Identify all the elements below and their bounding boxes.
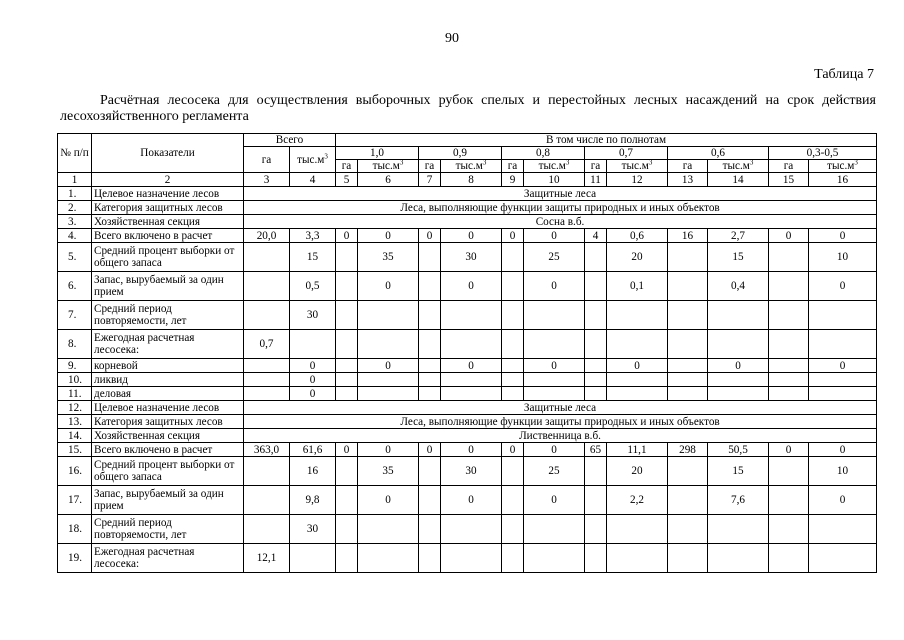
row-label: Средний процент выборки от общего запаса bbox=[92, 243, 244, 272]
table-cell: 0 bbox=[809, 229, 877, 243]
table-cell bbox=[358, 515, 419, 544]
table-cell bbox=[244, 301, 290, 330]
table-cell bbox=[419, 387, 441, 401]
table-cell bbox=[336, 272, 358, 301]
table-cell: 0 bbox=[441, 359, 502, 373]
table-cell bbox=[668, 359, 708, 373]
table-cell: 25 bbox=[524, 243, 585, 272]
table-row bbox=[58, 415, 877, 429]
table-cell bbox=[607, 330, 668, 359]
table-row bbox=[58, 301, 877, 330]
table-cell bbox=[336, 387, 358, 401]
row-label: корневой bbox=[92, 359, 244, 373]
table-cell bbox=[524, 301, 585, 330]
row-number: 11. bbox=[58, 387, 92, 401]
table-cell: 20 bbox=[607, 243, 668, 272]
table-cell: 0 bbox=[290, 387, 336, 401]
header-unit-ha: га bbox=[769, 160, 809, 173]
table-cell: 0 bbox=[441, 486, 502, 515]
table-cell bbox=[419, 486, 441, 515]
header-density: 0,6 bbox=[668, 147, 769, 160]
table-cell bbox=[441, 301, 502, 330]
table-cell bbox=[358, 330, 419, 359]
table-cell: 0 bbox=[809, 272, 877, 301]
table-row bbox=[58, 187, 877, 201]
table-cell bbox=[336, 544, 358, 573]
header-density: 1,0 bbox=[336, 147, 419, 160]
table-cell bbox=[708, 387, 769, 401]
row-number: 3. bbox=[58, 215, 92, 229]
table-cell bbox=[419, 457, 441, 486]
table-cell bbox=[607, 373, 668, 387]
column-number: 3 bbox=[244, 173, 290, 187]
table-cell: 10 bbox=[809, 457, 877, 486]
table-cell: 35 bbox=[358, 243, 419, 272]
table-row bbox=[58, 243, 877, 272]
table-cell: 0 bbox=[290, 373, 336, 387]
table-cell bbox=[668, 515, 708, 544]
table-cell: 0 bbox=[358, 359, 419, 373]
table-cell: 61,6 bbox=[290, 443, 336, 457]
table-cell: 0 bbox=[524, 272, 585, 301]
table-cell bbox=[769, 544, 809, 573]
table-cell bbox=[809, 330, 877, 359]
table-row bbox=[58, 272, 877, 301]
table-cell bbox=[502, 330, 524, 359]
table-cell bbox=[524, 515, 585, 544]
table-cell bbox=[358, 544, 419, 573]
table-cell: 0 bbox=[708, 359, 769, 373]
table-cell: 0,4 bbox=[708, 272, 769, 301]
table-cell bbox=[607, 544, 668, 573]
table-cell: 25 bbox=[524, 457, 585, 486]
table-cell: 0 bbox=[290, 359, 336, 373]
table-cell: 16 bbox=[668, 229, 708, 243]
table-cell bbox=[524, 387, 585, 401]
column-number: 10 bbox=[524, 173, 585, 187]
header-unit-thous: $тыс.м^3$ bbox=[358, 160, 419, 173]
row-label: Целевое назначение лесов bbox=[92, 187, 244, 201]
table-cell: 20,0 bbox=[244, 229, 290, 243]
column-number: 8 bbox=[441, 173, 502, 187]
table-cell bbox=[708, 544, 769, 573]
table-cell: 0 bbox=[336, 443, 358, 457]
header-density: 0,3-0,5 bbox=[769, 147, 877, 160]
table-row bbox=[58, 359, 877, 373]
table-cell bbox=[668, 387, 708, 401]
table-cell: 30 bbox=[290, 301, 336, 330]
table-cell bbox=[769, 387, 809, 401]
column-number: 6 bbox=[358, 173, 419, 187]
table-cell: 35 bbox=[358, 457, 419, 486]
table-cell bbox=[419, 243, 441, 272]
table-cell bbox=[668, 330, 708, 359]
row-label: ликвид bbox=[92, 373, 244, 387]
table-cell bbox=[419, 373, 441, 387]
table-cell: 0,6 bbox=[607, 229, 668, 243]
row-span-value: Лиственница в.б. bbox=[244, 429, 877, 443]
row-label: Запас, вырубаемый за один прием bbox=[92, 272, 244, 301]
column-number-row bbox=[58, 173, 877, 187]
table-cell bbox=[524, 373, 585, 387]
row-label: Средний период повторяемости, лет bbox=[92, 515, 244, 544]
table-cell bbox=[502, 457, 524, 486]
row-number: 15. bbox=[58, 443, 92, 457]
row-span-value: Леса, выполняющие функции защиты природных и иных объектов bbox=[244, 201, 877, 215]
table-cell: 0 bbox=[358, 443, 419, 457]
table-cell: 0 bbox=[524, 229, 585, 243]
row-label: деловая bbox=[92, 387, 244, 401]
table-cell: 30 bbox=[441, 243, 502, 272]
row-label: Всего включено в расчет bbox=[92, 229, 244, 243]
table-cell bbox=[708, 301, 769, 330]
table-cell bbox=[244, 373, 290, 387]
column-number: 11 bbox=[585, 173, 607, 187]
table-cell: 0 bbox=[809, 359, 877, 373]
table-row bbox=[58, 229, 877, 243]
table-cell: 0 bbox=[441, 272, 502, 301]
table-cell bbox=[668, 272, 708, 301]
row-label: Ежегодная расчетная лесосека: bbox=[92, 330, 244, 359]
table-cell bbox=[809, 544, 877, 573]
column-number: 9 bbox=[502, 173, 524, 187]
column-number: 4 bbox=[290, 173, 336, 187]
header-total: Всего bbox=[244, 134, 336, 147]
header-unit-ha: га bbox=[502, 160, 524, 173]
header-row-1 bbox=[58, 134, 877, 147]
header-indicator: Показатели bbox=[92, 134, 244, 173]
table-cell: 0 bbox=[358, 486, 419, 515]
table-cell: 16 bbox=[290, 457, 336, 486]
row-label: Ежегодная расчетная лесосека: bbox=[92, 544, 244, 573]
row-span-value: Защитные леса bbox=[244, 187, 877, 201]
table-row bbox=[58, 544, 877, 573]
table-cell bbox=[585, 387, 607, 401]
table-cell bbox=[668, 457, 708, 486]
column-number: 12 bbox=[607, 173, 668, 187]
table-cell: 12,1 bbox=[244, 544, 290, 573]
table-row bbox=[58, 401, 877, 415]
table-row bbox=[58, 443, 877, 457]
column-number: 1 bbox=[58, 173, 92, 187]
table-row bbox=[58, 215, 877, 229]
table-cell bbox=[607, 301, 668, 330]
row-label: Средний процент выборки от общего запаса bbox=[92, 457, 244, 486]
header-unit-ha: га bbox=[419, 160, 441, 173]
table-cell bbox=[502, 387, 524, 401]
table-cell bbox=[244, 243, 290, 272]
row-number: 5. bbox=[58, 243, 92, 272]
row-label: Запас, вырубаемый за один прием bbox=[92, 486, 244, 515]
row-number: 10. bbox=[58, 373, 92, 387]
table-cell: 0 bbox=[502, 443, 524, 457]
table-cell: 0 bbox=[502, 229, 524, 243]
header-total-thous: $тыс.м^3$ bbox=[290, 147, 336, 173]
table-cell bbox=[769, 301, 809, 330]
table-cell bbox=[607, 515, 668, 544]
table-cell bbox=[441, 515, 502, 544]
table-cell bbox=[668, 243, 708, 272]
header-including: В том числе по полнотам bbox=[336, 134, 877, 147]
table-cell bbox=[419, 330, 441, 359]
table-cell bbox=[668, 373, 708, 387]
table-cell bbox=[419, 301, 441, 330]
table-cell bbox=[668, 301, 708, 330]
row-span-value: Сосна в.б. bbox=[244, 215, 877, 229]
table-cell: 10 bbox=[809, 243, 877, 272]
table-cell bbox=[769, 457, 809, 486]
table-row bbox=[58, 330, 877, 359]
table-cell: 0 bbox=[809, 443, 877, 457]
column-number: 14 bbox=[708, 173, 769, 187]
table-cell: 11,1 bbox=[607, 443, 668, 457]
table-cell bbox=[607, 387, 668, 401]
header-unit-thous: $тыс.м^3$ bbox=[708, 160, 769, 173]
table-cell: 298 bbox=[668, 443, 708, 457]
table-cell bbox=[668, 544, 708, 573]
column-number: 7 bbox=[419, 173, 441, 187]
table-cell bbox=[502, 515, 524, 544]
table-cell bbox=[502, 359, 524, 373]
table-cell bbox=[585, 486, 607, 515]
row-number: 8. bbox=[58, 330, 92, 359]
row-span-value: Защитные леса bbox=[244, 401, 877, 415]
column-number: 5 bbox=[336, 173, 358, 187]
table-cell: 0,7 bbox=[244, 330, 290, 359]
table-cell: 9,8 bbox=[290, 486, 336, 515]
table-cell: 0 bbox=[607, 359, 668, 373]
header-unit-ha: га bbox=[585, 160, 607, 173]
header-total-ha: га bbox=[244, 147, 290, 173]
table-cell bbox=[708, 373, 769, 387]
column-number: 15 bbox=[769, 173, 809, 187]
table-cell: 0 bbox=[441, 443, 502, 457]
table-cell bbox=[441, 373, 502, 387]
table-cell bbox=[708, 515, 769, 544]
table-cell: 30 bbox=[441, 457, 502, 486]
table-cell bbox=[502, 272, 524, 301]
table-cell: 0 bbox=[524, 443, 585, 457]
table-cell bbox=[585, 301, 607, 330]
row-span-value: Леса, выполняющие функции защиты природных и иных объектов bbox=[244, 415, 877, 429]
table-cell bbox=[336, 359, 358, 373]
header-unit-thous: $тыс.м^3$ bbox=[524, 160, 585, 173]
table-cell: 30 bbox=[290, 515, 336, 544]
header-unit-thous: $тыс.м^3$ bbox=[441, 160, 502, 173]
table-cell bbox=[419, 359, 441, 373]
row-number: 13. bbox=[58, 415, 92, 429]
table-cell: 0 bbox=[441, 229, 502, 243]
header-unit-thous: $тыс.м^3$ bbox=[809, 160, 877, 173]
table-cell: 0 bbox=[524, 486, 585, 515]
table-cell bbox=[441, 330, 502, 359]
table-cell bbox=[336, 486, 358, 515]
cutting-area-table bbox=[57, 133, 877, 573]
row-number: 4. bbox=[58, 229, 92, 243]
table-cell bbox=[769, 359, 809, 373]
table-cell bbox=[441, 544, 502, 573]
table-cell bbox=[585, 457, 607, 486]
table-cell: 0 bbox=[419, 229, 441, 243]
row-number: 18. bbox=[58, 515, 92, 544]
table-cell bbox=[585, 515, 607, 544]
header-unit-ha: га bbox=[336, 160, 358, 173]
table-row bbox=[58, 373, 877, 387]
table-cell bbox=[585, 243, 607, 272]
table-cell bbox=[244, 387, 290, 401]
table-cell bbox=[524, 544, 585, 573]
table-cell: 2,7 bbox=[708, 229, 769, 243]
table-cell: 50,5 bbox=[708, 443, 769, 457]
table-cell: 3,3 bbox=[290, 229, 336, 243]
header-density: 0,9 bbox=[419, 147, 502, 160]
table-cell bbox=[585, 373, 607, 387]
column-number: 13 bbox=[668, 173, 708, 187]
column-number: 2 bbox=[92, 173, 244, 187]
table-cell bbox=[441, 387, 502, 401]
table-cell bbox=[502, 373, 524, 387]
row-label: Средний период повторяемости, лет bbox=[92, 301, 244, 330]
table-cell bbox=[419, 544, 441, 573]
row-number: 19. bbox=[58, 544, 92, 573]
table-cell bbox=[585, 330, 607, 359]
table-cell bbox=[502, 301, 524, 330]
table-cell bbox=[769, 243, 809, 272]
row-number: 12. bbox=[58, 401, 92, 415]
table-cell bbox=[502, 544, 524, 573]
table-cell bbox=[708, 330, 769, 359]
table-cell bbox=[502, 486, 524, 515]
table-cell bbox=[336, 301, 358, 330]
header-density: 0,7 bbox=[585, 147, 668, 160]
table-cell bbox=[668, 486, 708, 515]
table-cell: 363,0 bbox=[244, 443, 290, 457]
table-cell: 65 bbox=[585, 443, 607, 457]
row-label: Хозяйственная секция bbox=[92, 429, 244, 443]
table-cell bbox=[244, 515, 290, 544]
row-label: Категория защитных лесов bbox=[92, 415, 244, 429]
table-cell bbox=[244, 457, 290, 486]
table-cell bbox=[336, 330, 358, 359]
table-cell bbox=[769, 330, 809, 359]
row-number: 16. bbox=[58, 457, 92, 486]
table-cell bbox=[585, 272, 607, 301]
table-cell: 0,1 bbox=[607, 272, 668, 301]
table-row bbox=[58, 457, 877, 486]
table-cell: 2,2 bbox=[607, 486, 668, 515]
table-cell bbox=[502, 243, 524, 272]
table-row bbox=[58, 515, 877, 544]
table-cell bbox=[769, 272, 809, 301]
table-row bbox=[58, 486, 877, 515]
table-cell bbox=[244, 359, 290, 373]
table-cell bbox=[585, 359, 607, 373]
table-cell: 0 bbox=[358, 229, 419, 243]
table-caption: Расчётная лесосека для осуществления выборочных рубок спелых и перестойных лесных насаждений на срок действия лесохозяйственного регламента bbox=[60, 93, 876, 124]
table-cell bbox=[358, 373, 419, 387]
table-cell bbox=[524, 330, 585, 359]
table-row bbox=[58, 387, 877, 401]
table-row bbox=[58, 201, 877, 215]
table-cell bbox=[769, 373, 809, 387]
row-label: Категория защитных лесов bbox=[92, 201, 244, 215]
table-cell: 4 bbox=[585, 229, 607, 243]
table-body bbox=[58, 134, 877, 573]
table-cell: 0 bbox=[809, 486, 877, 515]
table-cell bbox=[419, 272, 441, 301]
table-cell bbox=[585, 544, 607, 573]
table-cell bbox=[336, 515, 358, 544]
table-cell: 0,5 bbox=[290, 272, 336, 301]
table-cell bbox=[358, 387, 419, 401]
table-cell bbox=[358, 301, 419, 330]
table-cell: 15 bbox=[708, 243, 769, 272]
row-number: 1. bbox=[58, 187, 92, 201]
row-number: 7. bbox=[58, 301, 92, 330]
table-cell bbox=[809, 301, 877, 330]
table-cell: 7,6 bbox=[708, 486, 769, 515]
table-row bbox=[58, 429, 877, 443]
row-label: Хозяйственная секция bbox=[92, 215, 244, 229]
table-cell bbox=[290, 330, 336, 359]
table-cell bbox=[244, 486, 290, 515]
table-cell: 15 bbox=[708, 457, 769, 486]
table-cell bbox=[336, 373, 358, 387]
table-cell: 0 bbox=[769, 443, 809, 457]
header-density: 0,8 bbox=[502, 147, 585, 160]
table-cell bbox=[769, 515, 809, 544]
table-cell: 0 bbox=[769, 229, 809, 243]
row-label: Всего включено в расчет bbox=[92, 443, 244, 457]
table-cell bbox=[419, 515, 441, 544]
table-cell bbox=[809, 387, 877, 401]
table-cell bbox=[769, 486, 809, 515]
table-cell: 15 bbox=[290, 243, 336, 272]
table-cell: 0 bbox=[358, 272, 419, 301]
table-cell: 0 bbox=[419, 443, 441, 457]
header-unit-ha: га bbox=[668, 160, 708, 173]
row-number: 6. bbox=[58, 272, 92, 301]
table-label: Таблица 7 bbox=[814, 67, 874, 82]
column-number: 16 bbox=[809, 173, 877, 187]
page-number: 90 bbox=[445, 31, 459, 46]
table-cell: 0 bbox=[524, 359, 585, 373]
table-cell bbox=[244, 272, 290, 301]
table-cell: 20 bbox=[607, 457, 668, 486]
row-number: 9. bbox=[58, 359, 92, 373]
row-number: 17. bbox=[58, 486, 92, 515]
table-cell bbox=[336, 457, 358, 486]
table-cell bbox=[336, 243, 358, 272]
header-num: № п/п bbox=[58, 134, 92, 173]
row-number: 2. bbox=[58, 201, 92, 215]
table-cell: 0 bbox=[336, 229, 358, 243]
row-number: 14. bbox=[58, 429, 92, 443]
header-unit-thous: $тыс.м^3$ bbox=[607, 160, 668, 173]
row-label: Целевое назначение лесов bbox=[92, 401, 244, 415]
table-cell bbox=[809, 373, 877, 387]
table-cell bbox=[809, 515, 877, 544]
table-cell bbox=[290, 544, 336, 573]
